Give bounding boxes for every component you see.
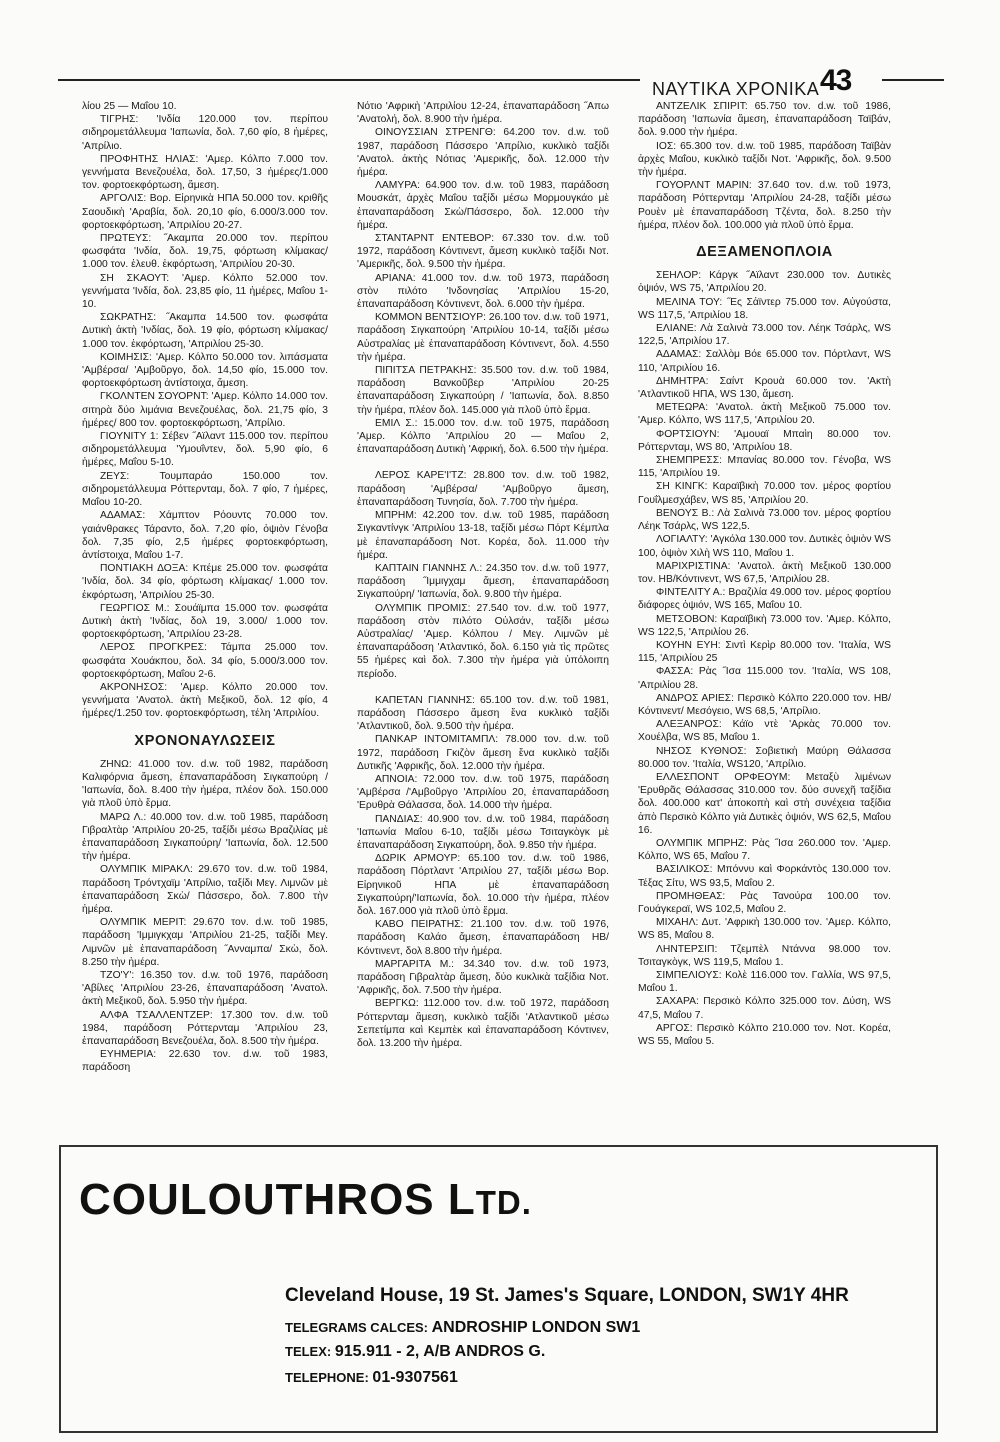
- ad-telex: [285, 1343, 545, 1361]
- col2-entry: ΑΡΙΑΝΑ: 41.000 τον. d.w. τοῦ 1973, παράδοση στὸν πιλότο 'Ινδονησίας 'Απριλίου 15-20, ἐπαναπαράδοση Κόντινεντ, δολ. 6.000 τὴν ἡμέρα.: [357, 272, 609, 311]
- col3-tanker-entry: ΚΟΥΗΝ ΕΥΗ: Σιντὶ Κερὶρ 80.000 τον. 'Ιταλία, WS 115, 'Απριλίου 25: [638, 639, 891, 665]
- col1-entry: ΠΡΟΦΗΤΗΣ ΗΛΙΑΣ: 'Αμερ. Κόλπο 7.000 τον. γεννήματα Βενεζουέλα, δολ. 17,50, 3 ἡμέρες/1.000 τον. φορτοεκφόρτωση, ἄμεση.: [82, 153, 328, 192]
- col3-tanker-entry: ΑΛΕΞΑΝΡΟΣ: Κάϊο ντὲ 'Αρκὰς 70.000 τον. Χουέλβα, WS 85, Μαΐου 1.: [638, 719, 891, 744]
- advertisement-box: [59, 1145, 938, 1433]
- col3-tanker-entry: ΜΕΛΙΝΑ ΤΟΥ: ˝Ες Σἀϊντερ 75.000 τον. Αὐγούστα, WS 117,5, 'Απριλίου 18.: [638, 296, 891, 321]
- col1-charter-entry: ΜΑΡΩ Λ.: 40.000 τον. d.w. τοῦ 1985, παράδοση Γιβραλτὰρ 'Απριλίου 20-25, ταξίδι μέσω Βραζιλίας μὲ ἐπαναπαράδοση Σιγκαπούρη/ 'Ιαπωνία, δολ. 12.500 τὴν ἡμέρα.: [82, 811, 328, 863]
- col3-tanker-entry: ΛΟΓΙΑΛΤΥ: 'Αγκόλα 130.000 τον. Δυτικὲς ὀψιὸν WS 100, ὀψιὸν Χιλὴ WS 110, Μαΐου 1.: [638, 534, 891, 559]
- col3-tanker-entry: ΜΕΤΣΟΒΟΝ: Καραϊβικὴ 73.000 τον. 'Αμερ. Κόλπο, WS 122,5, 'Απριλίου 26.: [638, 613, 891, 638]
- section-heading-time-charters: ΧΡΟΝΟΝΑΥΛΩΣΕΙΣ: [134, 732, 276, 749]
- col1-entry: ΑΚΡΟΝΗΣΟΣ: 'Αμερ. Κόλπο 20.000 τον. γεννήματα 'Ανατολ. ἀκτὴ Μεξικοῦ, δολ. 12 φίο, 4 ἡμέρες/1.250 τον. φορτοεκφόρτωση, τέλη 'Απριλίου.: [82, 681, 328, 720]
- col3-tanker-entry: ΦΙΝΤΕΛΙΤΥ Α.: Βραζιλία 49.000 τον. μέρος φορτίου διάφορες ὀψιόν, WS 165, Μαΐου 10.: [638, 587, 891, 612]
- col2-entry: ΠΑΝΔΙΑΣ: 40.900 τον. d.w. τοῦ 1984, παράδοση 'Ιαπωνία Μαΐου 6-10, ταξίδι μέσω Τσιταγκὸγκ μὲ ἐπαναπαράδοση Σιγκαπούρη, δολ. 9.850 τὴν ἡμέρα.: [357, 813, 609, 851]
- col1-charter-entry: ΖΗΝΩ: 41.000 τον. d.w. τοῦ 1982, παράδοση Καλιφόρνια ἄμεση, ἐπαναπαράδοση Σιγκαπούρη / 'Ιαπωνία, δολ. 8.400 τὴν ἡμέρα, πλέον δολ. 150.000 γιὰ πλοῦ ὑπὸ ἔρμα.: [82, 758, 328, 810]
- col1-entry: ΑΔΑΜΑΣ: Χάμπτον Ρόουντς 70.000 τον. γαιάνθρακες Τάραντο, δολ. 7,20 φίο, ὀψιὸν Γένοβα δολ. 7,35 φίο, 2,5 ἡμέρες φορτοεκφόρτωση, ἀντίστοιχα, Μαΐου 1-7.: [82, 510, 328, 561]
- col3-tanker-entry: ΦΟΡΤΣΙΟΥΝ: 'Αμουαϊ Μπαὶη 80.000 τον. Ρόττερνταμ, WS 80, 'Απριλίου 18.: [638, 428, 891, 453]
- header-title: ΝΑΥΤΙΚΑ ΧΡΟΝΙΚΑ: [652, 79, 820, 99]
- col1-entry: λίου 25 — Μαΐου 10.: [82, 101, 177, 112]
- ad-telex-value: 915.911 - 2, A/B ANDROS G.: [334, 1343, 546, 1360]
- ad-telegrams-label: TELEGRAMS CALCES:: [285, 1320, 428, 1335]
- col2-entry: ΑΠΝΟΙΑ: 72.000 τον. d.w. τοῦ 1975, παράδοση 'Αμβέρσα /'Αμβοῦργο 'Απριλίου 20, ἐπαναπαράδοση 'Ερυθρὰ Θάλασσα, δολ. 14.000 τὴν ἡμέρα.: [357, 773, 609, 812]
- col2-entry: ΚΑΒΟ ΠΕΙΡΑΤΗΣ: 21.100 τον. d.w. τοῦ 1976, παράδοση Καλάο ἄμεση, ἐπαναπαράδοση ΗΒ/Κόντινεντ, δολ 8.800 τὴν ἡμέρα.: [357, 919, 609, 957]
- col1-entry: ΓΙΟΥΝΙΤΥ 1: Σέβεν ˝Αϊλαντ 115.000 τον. περίπου σιδηρομετάλλευμα 'Υμουΐντεν, δολ. 5,90 φίο, 6 ἡμέρες, Μαΐου 5-10.: [82, 431, 328, 469]
- col3-tanker-entry: ΑΝΔΡΟΣ ΑΡΙΕΣ: Περσικὸ Κόλπο 220.000 τον. ΗΒ/Κόντινεντ/ Μεσόγειο, WS 68,5, 'Απρίλιο.: [638, 692, 891, 717]
- column-1: [82, 100, 328, 1156]
- col3-tanker-entry: ΒΕΝΟΥΣ Β.: Λὰ Σαλινὰ 73.000 τον. μέρος φορτίου Λέηκ Τσάρλς, WS 122,5.: [638, 507, 891, 533]
- col2-entry: ΛΕΡΟΣ ΚΑΡΕ'Ι'ΤΖ: 28.800 τον. d.w. τοῦ 1982, παράδοση 'Αμβέρσα/ 'Αμβοῦργο ἄμεση, ἐπαναπαράδοση Τυνησία, δολ. 7.700 τὴν ἡμέρα.: [357, 470, 609, 508]
- ad-telephone: [285, 1369, 458, 1387]
- col2-entry: ΟΙΝΟΥΣΣΙΑΝ ΣΤΡΕΝΓΘ: 64.200 τον. d.w. τοῦ 1987, παράδοση Πάσσερο 'Απρίλιο, κυκλικὸ ταξίδι 'Ανατολ. ἀκτὴς Νότιας 'Αμερικῆς, δολ. 12.000 τὴν ἡμέρα.: [357, 127, 609, 179]
- col1-charter-entry: ΟΛΥΜΠΙΚ ΜΕΡΙΤ: 29.670 τον. d.w. τοῦ 1985, παράδοση 'Ιμμιγκχαμ 'Απριλίου 21-25, ταξίδι Μεγ. Λιμνῶν μὲ ἐπαναπαράδοση ˝Ανναμπα/ Σκὼ, δολ. 8.250 τὴν ἡμέρα.: [82, 917, 328, 968]
- col3-tanker-entry: ΣΕΗΛΟΡ: Κάργκ ˝Αϊλαντ 230.000 τον. Δυτικὲς ὀψιόν, WS 75, 'Απριλίου 20.: [638, 270, 891, 295]
- col1-entry: ΓΚΟΛΝΤΕΝ ΣΟΥΟΡΝΤ: 'Αμερ. Κόλπο 14.000 τον. σιτηρὰ δύο λιμάνια Βενεζουέλας, δολ. 21,75 φίο, 3 ἡμέρες/ 800 τον. φορτοεκφόρτωση, 'Απρίλιο.: [82, 391, 328, 429]
- col3-tanker-entry: ΣΙΜΠΕΛΙΟΥΣ: Κολὲ 116.000 τον. Γαλλία, WS 97,5, Μαΐου 1.: [638, 970, 891, 995]
- col2-entry: ΚΑΠΤΑΙΝ ΓΙΑΝΝΗΣ Λ.: 24.350 τον. d.w. τοῦ 1977, παράδοση ˝Ιμμιγχαμ ἄμεση, ἐπαναπαράδοση Σιγκαπούρη/ 'Ιαπωνία, δολ. 9.800 τὴν ἡμέρα.: [357, 562, 609, 601]
- col1-entry: ΚΟΙΜΗΣΙΣ: 'Αμερ. Κόλπο 50.000 τον. λιπάσματα 'Αμβέρσα/ 'Αμβοῦργο, δολ. 14,50 φίο, 15.000 τον. φορτοεκφόρτωση ἀντίστοιχα, ἄμεση.: [82, 351, 328, 390]
- col1-charter-entry: ΕΥΗΜΕΡΙΑ: 22.630 τον. d.w. τοῦ 1983, παράδοση: [82, 1049, 328, 1074]
- column-2: [357, 100, 609, 1142]
- col2-entry: ΟΛΥΜΠΙΚ ΠΡΟΜΙΣ: 27.540 τον. d.w. τοῦ 1977, παράδοση στὸν πιλότο Οὐλσάν, ταξίδι μέσω Αὐστραλίας/ 'Αμερ. Κόλπου / Μεγ. Λιμνῶν μὲ ἐπαναπαράδοση 'Ατλαντικό, δολ. 6.150 γιὰ τὶς πρῶτες 55 ἡμέρες καὶ δολ. 7.300 τὴν ἡμέρα γιὰ ὑπόλοιπη περίοδο.: [357, 602, 609, 680]
- col2-entry: Νότιο 'Αφρικὴ 'Απριλίου 12-24, ἐπαναπαράδοση ˝Απω 'Ανατολή, δολ. 8.900 τὴν ἡμέρα.: [357, 101, 609, 126]
- col3-tanker-entry: ΠΡΟΜΗΘΕΑΣ: Ρὰς Τανούρα 100.00 τον. Γουάγκεραϊ, WS 102,5, Μαΐου 2.: [638, 890, 891, 915]
- col2-entry: ΛΑΜΥΡΑ: 64.900 τον. d.w. τοῦ 1983, παράδοση Μουσκάτ, ἀρχὲς Μαΐου ταξίδι μέσω Μορμουγκάο μὲ ἐπαναπαράδοση Σκὼ/Πάσσερο, δολ. 12.000 τὴν ἡμέρα.: [357, 180, 609, 231]
- col3-tanker-entry: ΕΛΛΕΣΠΟΝΤ ΟΡΦΕΟΥΜ: Μεταξὺ λιμένων 'Ερυθρᾶς Θάλασσας 310.000 τον. δύο συνεχῆ ταξίδια δολ. 400.000 κατ' ἀποκοπὴ καὶ στὴ συνέχεια ταξίδια ἀπὸ Περσικὸ Κόλπο γιὰ Δυτικὲς ὀψιόν, WS 62,5, Μαΐου 16.: [638, 771, 891, 836]
- col1-charter-entry: ΟΛΥΜΠΙΚ ΜΙΡΑΚΛ: 29.670 τον. d.w. τοῦ 1984, παράδοση Τρόντχαϊμ 'Απρίλιο, ταξίδι Μεγ. Λιμνῶν μὲ ἐπαναπαράδοση Σκὼ/ Πάσσερο, δολ. 7.800 τὴν ἡμέρα.: [82, 864, 328, 915]
- col2-entry: ΜΠΡΗΜ: 42.200 τον. d.w. τοῦ 1985, παράδοση Σιγκαντίνγκ 'Απριλίου 13-18, ταξίδι μέσω Πόρτ Κέμπλα μὲ ἐπαναπαράδοση Νοτ. Κορέα, δολ. 11.000 τὴν ἡμέρα.: [357, 510, 609, 561]
- col3-tanker-entry: ΣΑΧΑΡΑ: Περσικὸ Κόλπο 325.000 τον. Δύση, WS 47,5, Μαΐου 7.: [638, 996, 891, 1021]
- page-number: 43: [820, 64, 852, 97]
- col1-entry: ΖΕΥΣ: Τουμπαράο 150.000 τον. σιδηρομετάλλευμα Ρόττερνταμ, δολ. 7 φίο, 7 ἡμέρες, Μαΐου 10-20.: [82, 470, 328, 509]
- col1-entry: ΛΕΡΟΣ ΠΡΟΓΚΡΕΣ: Τάμπα 25.000 τον. φωσφάτα Χουάκπου, δολ. 34 φίο, 5.000/3.000 τον. φορτοεκφόρτωση, Μαΐου 2-6.: [82, 642, 328, 680]
- col3-tanker-entry: ΦΑΣΣΑ: Ρὰς ˝Ισα 115.000 τον. 'Ιταλία, WS 108, 'Απριλίου 28.: [638, 666, 891, 691]
- col3-tanker-entry: ΜΑΡΙΧΡΙΣΤΙΝΑ: 'Ανατολ. ἀκτὴ Μεξικοῦ 130.000 τον. ΗΒ/Κόντινεντ, WS 67,5, 'Απριλίου 28.: [638, 560, 891, 585]
- col2-entry: ΒΕΡΓΚΩ: 112.000 τον. d.w. τοῦ 1972, παράδοση Ρόττερνταμ ἄμεση, κυκλικὸ ταξίδι 'Ατλαντικοῦ μέσω Σεπετίμπα καὶ Κεμπὲκ καὶ ἐπαναπαράδοση Κόντινεν, δολ. 13.200 τὴν ἡμέρα.: [357, 998, 609, 1050]
- col3-tanker-entry: ΟΛΥΜΠΙΚ ΜΠΡΗΖ: Ρὰς ˝Ισα 260.000 τον. 'Αμερ. Κόλπο, WS 65, Μαΐου 7.: [638, 837, 891, 863]
- col1-entry: ΠΡΩΤΕΥΣ: ˝Ακαμπα 20.000 τον. περίπου φωσφάτα 'Ινδία, δολ. 19,75, φόρτωση κλίμακας/ 1.000 τον. ἐλευθ. ἐκφόρτωση, 'Απριλίου 20-30.: [82, 233, 328, 271]
- ad-address: Cleveland House, 19 St. James's Square, LONDON, SW1Y 4HR: [285, 1285, 849, 1306]
- col2-entry: ΕΜΙΛ Σ.: 15.000 τον. d.w. τοῦ 1975, παράδοση 'Αμερ. Κόλπο 'Απριλίου 20 — Μαΐου 2, ἐπαναπαράδοση Δυτικὴ 'Αφρική, δολ. 6.500 τὴν ἡμέρα.: [357, 417, 609, 456]
- ad-telegrams: [285, 1319, 640, 1337]
- ad-company-main: COULOUTHROS L: [79, 1175, 476, 1224]
- col2-entry: ΔΩΡΙΚ ΑΡΜΟΥΡ: 65.100 τον. d.w. τοῦ 1986, παράδοση Πόρτλαντ 'Απριλίου 27, ταξίδι μέσω Βορ. Εἰρηνικοῦ ΗΠΑ μὲ ἐπαναπαράδοση Σιγκαπούρη/'Ιαπωνία, δολ. 10.000 τὴν ἡμέρα, πλέον δολ. 167.000 γιὰ πλοῦ ὑπὸ ἔρμα.: [357, 853, 609, 917]
- col1-charter-entry: ΤΖΟ'Υ': 16.350 τον. d.w. τοῦ 1976, παράδοση 'Αβίλες 'Απριλίου 23-26, ἐπαναπαράδοση 'Ανατολ. ἀκτὴ Μεξικοῦ, δολ. 5.950 τὴν ἡμέρα.: [82, 970, 328, 1008]
- col3-entry: ΙΟΣ: 65.300 τον. d.w. τοῦ 1985, παράδοση Ταϊβὰν ἀρχὲς Μαΐου, κυκλικὸ ταξίδι Νοτ. 'Αφρικῆς, δολ. 9.500 τὴν ἡμέρα.: [638, 140, 891, 179]
- col3-tanker-entry: ΛΗΝΤΕΡΣΙΠ: Τζεμπὲλ Ντάννα 98.000 τον. Τσιταγκὸγκ, WS 119,5, Μαΐου 1.: [638, 943, 891, 968]
- col1-entry: ΓΕΩΡΓΙΟΣ Μ.: Σουάϊμπα 15.000 τον. φωσφάτα Δυτικὴ ἀκτὴ 'Ινδίας, δολ 19, 3.000/ 1.000 τον. φορτοεκφόρτωση, 'Απριλίου 23-28.: [82, 602, 328, 641]
- col3-entry: ΓΟΥΟΡΛΝΤ ΜΑΡΙΝ: 37.640 τον. d.w. τοῦ 1973, παράδοση Ρόττερνταμ 'Απριλίου 24-28, ταξίδι μέσω Ρουὲν μὲ ἐπαναπαράδοση Τζέντα, δολ. 8.250 τὴν ἡμέρα, πλέον δολ. 100.000 γιὰ πλοῦ ὑπὸ ἔρμα.: [638, 180, 891, 231]
- col1-entry: ΑΡΓΟΛΙΣ: Βορ. Εἰρηνικὰ ΗΠΑ 50.000 τον. κριθῆς Σαουδικὴ 'Αραβία, δολ. 20,10 φίο, 6.000/3.000 τον. φορτοεκφόρτωση, 'Απριλίου 20-27.: [82, 193, 328, 231]
- column-3: [638, 100, 891, 1136]
- col2-entry: ΠΙΠΙΤΣΑ ΠΕΤΡΑΚΗΣ: 35.500 τον. d.w. τοῦ 1984, παράδοση Βανκοῦβερ 'Απριλίου 20-25 ἐπαναπαράδοση Σιγκαπούρη / 'Ιαπωνία, δολ. 8.850 τὴν ἡμέρα, πλέον δολ. 145.000 γιὰ πλοῦ ὑπὸ ἔρμα.: [357, 365, 609, 416]
- ad-company-suffix: TD.: [475, 1184, 532, 1221]
- col3-tanker-entry: ΒΑΣΙΛΙΚΟΣ: Μπόννυ καὶ Φορκάντὸς 130.000 τον. Τέξας Σίτυ, WS 93,5, Μαΐου 2.: [638, 864, 891, 889]
- col3-tanker-entry: ΜΙΧΑΗΛ: Δυτ. 'Αφρικὴ 130.000 τον. 'Αμερ. Κόλπο, WS 85, Μαΐου 8.: [638, 917, 891, 942]
- col3-tanker-entry: ΣΗ ΚΙΝΓΚ: Καραϊβικὴ 70.000 τον. μέρος φορτίου Γουΐλμεσχάβεν, WS 85, 'Απριλίου 20.: [638, 481, 891, 506]
- ad-telephone-value: 01-9307561: [372, 1369, 458, 1386]
- col1-entry: ΣΗ ΣΚΑΟΥΤ: 'Αμερ. Κόλπο 52.000 τον. γεννήματα 'Ινδία, δολ. 23,85 φίο, 11 ἡμέρες, Μαΐου 1-10.: [82, 272, 328, 311]
- col3-tanker-entry: ΕΛΙΑΝΕ: Λὰ Σαλινὰ 73.000 τον. Λέηκ Τσάρλς, WS 122,5, 'Απριλίου 17.: [638, 323, 891, 348]
- col2-entry: ΣΤΑΝΤΑΡΝΤ ΕΝΤΕΒΟΡ: 67.330 τον. d.w. τοῦ 1972, παράδοση Κόντινεντ, ἄμεση κυκλικὸ ταξίδι Νοτ. 'Αμερικῆς, δολ. 9.500 τὴν ἡμέρα.: [357, 233, 609, 271]
- col3-tanker-entry: ΜΕΤΕΩΡΑ: 'Ανατολ. ἀκτὴ Μεξικοῦ 75.000 τον. 'Αμερ. Κόλπο, WS 117,5, 'Απριλίου 20.: [638, 402, 891, 427]
- col3-entry: ΑΝΤΖΕΛΙΚ ΣΠΙΡΙΤ: 65.750 τον. d.w. τοῦ 1986, παράδοση 'Ιαπωνία ἄμεση, ἐπαναπαράδοση Ταϊβάν, δολ. 9.000 τὴν ἡμέρα.: [638, 101, 891, 139]
- col1-entry: ΣΩΚΡΑΤΗΣ: ˝Ακαμπα 14.500 τον. φωσφάτα Δυτικὴ ἀκτὴ 'Ινδίας, δολ. 19 φίο, φόρτωση κλίμακας/ 1.000 τον. ἐκφόρτωση, 'Απριλίου 25-30.: [82, 312, 328, 350]
- ad-telephone-label: TELEPHONE:: [285, 1370, 369, 1385]
- col3-tanker-entry: ΑΔΑΜΑΣ: Σαλλὸμ Βόε 65.000 τον. Πόρτλαντ, WS 110, 'Απριλίου 16.: [638, 349, 891, 374]
- header-rule-right: [882, 79, 944, 81]
- ad-telex-label: TELEX:: [285, 1344, 332, 1359]
- header-rule-left: [58, 79, 640, 81]
- section-heading-tankers: ΔΕΞΑΜΕΝΟΠΛΟΙΑ: [696, 244, 833, 261]
- col3-tanker-entry: ΝΗΣΟΣ ΚΥΘΝΟΣ: Σοβιετικὴ Μαύρη Θάλασσα 80.000 τον. 'Ιταλία, WS120, 'Απρίλιο.: [638, 745, 891, 770]
- col2-entry: ΚΟΜΜΟΝ ΒΕΝΤΣΙΟΥΡ: 26.100 τον. d.w. τοῦ 1971, παράδοση Σιγκαπούρη 'Απριλίου 10-14, ταξίδι μέσω Αὐστραλίας μὲ ἐπαναπαράδοση Κόντινεντ, δολ. 4.550 τὴν ἡμέρα.: [357, 312, 609, 363]
- ad-company-name: [79, 1175, 532, 1225]
- col1-entry: ΤΙΓΡΗΣ: 'Ινδία 120.000 τον. περίπου σιδηρομετάλλευμα 'Ιαπωνία, δολ. 7,60 φίο, 8 ἡμέρες, 'Απρίλιο.: [82, 114, 328, 152]
- col3-tanker-entry: ΑΡΓΟΣ: Περσικὸ Κόλπο 210.000 τον. Νοτ. Κορέα, WS 55, Μαΐου 5.: [638, 1022, 891, 1048]
- col2-entry: ΚΑΠΕΤΑΝ ΓΙΑΝΝΗΣ: 65.100 τον. d.w. τοῦ 1981, παράδοση Πάσσερο ἄμεση ἕνα κυκλικὸ ταξίδι 'Ατλαντικοῦ, δολ. 9.500 τὴν ἡμέρα.: [357, 694, 609, 733]
- col3-tanker-entry: ΣΗΕΜΠΡΕΣΣ: Μπανίας 80.000 τον. Γένοβα, WS 115, 'Απριλίου 19.: [638, 455, 891, 480]
- ad-telegrams-value: ANDROSHIP LONDON SW1: [431, 1319, 641, 1336]
- col1-entry: ΠΟΝΤΙΑΚΗ ΔΟΞΑ: Κπέμε 25.000 τον. φωσφάτα 'Ινδία, δολ. 34 φίο, φόρτωση κλίμακας/ 1.000 τον. ἐκφόρτωση, 'Απριλίου 25-30.: [82, 563, 328, 601]
- col3-tanker-entry: ΔΗΜΗΤΡΑ: Σαίντ Κρουὰ 60.000 τον. 'Ακτὴ 'Ατλαντικοῦ ΗΠΑ, WS 130, ἄμεση.: [638, 375, 891, 401]
- col2-entry: ΠΑΝΚΑΡ ΙΝΤΟΜΙΤΑΜΠΛ: 78.000 τον. d.w. τοῦ 1972, παράδοση Γκιζὸν ἄμεση ἕνα κυκλικὸ ταξίδι Δυτικῆς 'Αφρικῆς, δολ. 12.000 τὴν ἡμέρα.: [357, 734, 609, 772]
- col1-charter-entry: ΑΛΦΑ ΤΣΑΛΛΕΝΤΖΕΡ: 17.300 τον. d.w. τοῦ 1984, παράδοση Ρόττερνταμ 'Απριλίου 23, ἐπαναπαράδοση Βενεζουέλα, δολ. 8.500 τὴν ἡμέρα.: [82, 1009, 328, 1048]
- col2-entry: ΜΑΡΓΑΡΙΤΑ Μ.: 34.340 τον. d.w. τοῦ 1973, παράδοση Γιβραλτὰρ ἄμεση, δύο κυκλικὰ ταξίδια Νοτ. 'Αφρικῆς, δολ. 7.500 τὴν ἡμέρα.: [357, 958, 609, 997]
